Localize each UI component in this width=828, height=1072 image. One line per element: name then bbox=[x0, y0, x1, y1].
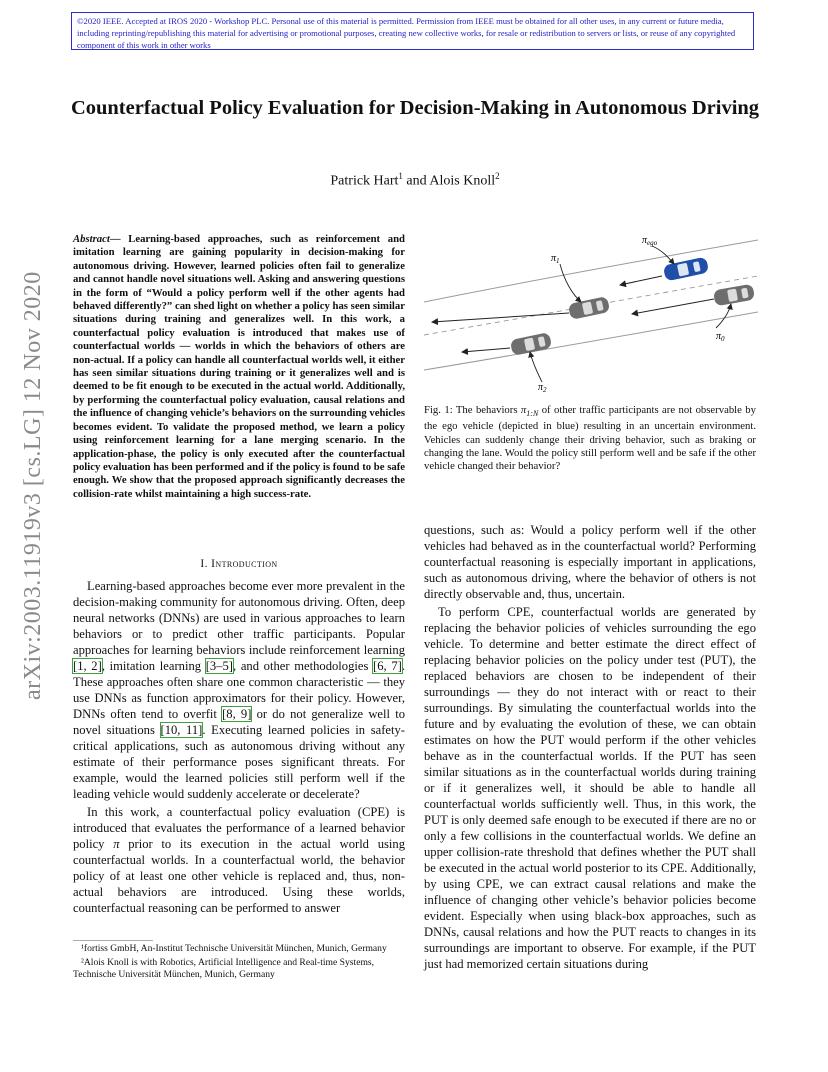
citation-link[interactable]: [8, 9] bbox=[222, 707, 252, 721]
abstract-label: Abstract bbox=[73, 233, 110, 245]
footnotes bbox=[73, 940, 405, 983]
footnote-2: ²Alois Knoll is with Robotics, Artificial Intelligence and Real-time Systems, Technische Universität München, Munich, Germany bbox=[73, 957, 375, 980]
author-1: Patrick Hart bbox=[330, 173, 399, 189]
section-heading-introduction: I. Introduction bbox=[200, 558, 278, 570]
abstract-text: — Learning-based approaches, such as reinforcement and imitation learning are gaining popularity in decision-making for autonomous driving. However, learned policies often fail to generalize and cannot handle novel situations well. Asking and answering questions in the form of “Would a policy perform well if the other agents had behaved differently?” can shed light on whether a policy has seen similar situations during training and generalizes well. In this work, a counterfactual policy evaluation is introduced that makes use of counterfactual worlds — worlds in which the behaviors of others are non-actual. If a policy can handle all counterfactual worlds well, it either has seen similar situations during training or it generalizes well and is deemed to be fit enough to be executed in the actual world. Additionally, by performing the counterfactual policy evaluation, causal relations and the influence of changing vehicle’s behaviors on the surrounding vehicles becomes evident. To validate the proposed method, we learn a policy using reinforcement learning for a lane merging scenario. In the application-phase, the policy is only executed after the counterfactual policy evaluation has been performed and if the policy is found to be safe enough. We show that the proposed approach significantly decreases the collision-rate whilst maintaining a high success-rate. bbox=[73, 233, 405, 500]
pointer-pi1 bbox=[560, 264, 581, 302]
ego-vehicle bbox=[663, 257, 709, 282]
road-edge-bottom bbox=[424, 312, 758, 370]
figure-1-caption: Fig. 1: The behaviors $\pi_{1:N}$ of other traffic participants are not observable by the ego vehicle (depicted in blue) resulting in an uncertain environment. Vehicles can suddenly change their driving behavior, such as braking or changing the lane. Would the policy still perform well and be safe if the other vehicle changed their behavior? bbox=[424, 404, 756, 473]
label-pi-ego: $\pi_{ego}$ bbox=[642, 235, 658, 247]
right-paragraph-1: questions, such as: Would a policy perform well if the other vehicles had behaved as in the counterfactual world? Performing counterfactual reasoning is especially important in applications, such as autonomous driving, where the behavior of others is not directly observable and, thus, uncertain. bbox=[424, 523, 756, 601]
pointer-pi2 bbox=[530, 352, 542, 382]
road-edge-top bbox=[424, 240, 758, 302]
label-pi2: $\pi_2$ bbox=[538, 382, 547, 394]
right-column-body bbox=[424, 522, 756, 974]
arxiv-sidebar-stamp: arXiv:2003.11919v3 [cs.LG] 12 Nov 2020 bbox=[20, 271, 46, 700]
affil-2: 2 bbox=[495, 171, 500, 181]
vehicle-pi1 bbox=[568, 296, 610, 320]
citation-link[interactable]: [10, 11] bbox=[160, 723, 203, 737]
right-paragraph-2: To perform CPE, counterfactual worlds are generated by replacing the behavior policies of vehicles surrounding the ego vehicle. To determine and better estimate the direct effect of replacing behavior policies on the policy under test (PUT), the replaced behaviors are chosen to be independent of their surroundings — they do not interact with or react to their surroundings. By simulating the counterfactual worlds into the future and by evaluating the evolution of these, we can obtain estimates on how the PUT would perform if the other vehicles behave as in the counterfactual worlds. If the PUT has seen similar situations as in the counterfactual worlds during training or if it generalizes well, it should be able to handle all counterfactual worlds sufficiently well. Thus, in this work, the PUT is only deemed safe enough to be executed if there are no or only a few collisions in the counterfactual worlds. We define an upper collision-rate threshold that defines whether the PUT shall be executed in the actual world posterior to its CPE. Additionally, by using CPE, we can extract causal relations and make the influence of changing other vehicle’s behavior policies become evident. Especially when using black-box approaches, such as DNNs, causal relations and how the PUT reacts to changes in its surroundings are important to observe. For example, if the PUT just had memorized certain situations during bbox=[424, 605, 756, 971]
intro-paragraph-2: In this work, a counterfactual policy evaluation (CPE) is introduced that evaluates the performance of a learned behavior policy π prior to its execution in the actual world using counterfactual worlds. In a counterfactual world, the behavior policy of at least one other vehicle is replaced and, thus, non-actual behaviors are introduced. Using these worlds, counterfactual reasoning can be performed to answer bbox=[73, 805, 405, 915]
citation-link[interactable]: [6, 7] bbox=[373, 659, 402, 673]
vehicle-pi0 bbox=[713, 284, 755, 307]
abstract bbox=[73, 233, 405, 501]
figure-1-diagram bbox=[424, 232, 758, 402]
intro-paragraph-1: Learning-based approaches become ever more prevalent in the decision-making community for autonomous driving. Often, deep neural networks (DNNs) are used in various approaches to learn behaviors or to predict other traffic participants. Popular approaches for learning behaviors include reinforcement learning [1, 2], imitation learning [3–5], and other methodologies [6, 7]. These approaches often share one common characteristic — they use DNNs as function approximators for their policy. However, DNNs often tend to overfit [8, 9] or do not generalize well to novel situations [10, 11]. Executing learned policies in safety-critical applications, such as autonomous driving without any estimate of their performance poses significant threats. For example, would the learned policies still perform well if the leading vehicle would suddenly accelerate or decelerate? bbox=[73, 579, 406, 801]
author-separator: and bbox=[402, 173, 430, 189]
label-pi0: $\pi_0$ bbox=[716, 331, 725, 343]
arrow-pi1 bbox=[432, 313, 569, 322]
footnote-1: ¹fortiss GmbH, An-Institut Technische Universität München, Munich, Germany bbox=[81, 943, 387, 954]
citation-link[interactable]: [1, 2] bbox=[73, 659, 102, 673]
affil-1: 1 bbox=[398, 171, 403, 181]
arrow-ego bbox=[620, 276, 662, 285]
footnote-rule bbox=[73, 940, 153, 941]
author-2: Alois Knoll bbox=[429, 173, 496, 189]
arrow-pi2 bbox=[462, 348, 510, 352]
citation-link[interactable]: [3–5] bbox=[205, 659, 233, 673]
arrow-pi0 bbox=[632, 299, 714, 314]
author-line bbox=[60, 171, 770, 190]
paper-title: Counterfactual Policy Evaluation for Decision-Making in Autonomous Driving bbox=[70, 97, 760, 119]
pointer-pi0 bbox=[716, 304, 731, 328]
label-pi1: $\pi_1$ bbox=[551, 253, 560, 265]
copyright-notice: ©2020 IEEE. Accepted at IROS 2020 - Workshop PLC. Personal use of this material is permitted. Permission from IEEE must be obtained for all other uses, in any current or future media, including reprinting/republishing this material for advertising or promotional purposes, creating new collective works, for resale or redistribution to servers or lists, or reuse of any copyrighted component of this work in other works bbox=[71, 12, 754, 50]
left-column-body bbox=[73, 542, 405, 918]
